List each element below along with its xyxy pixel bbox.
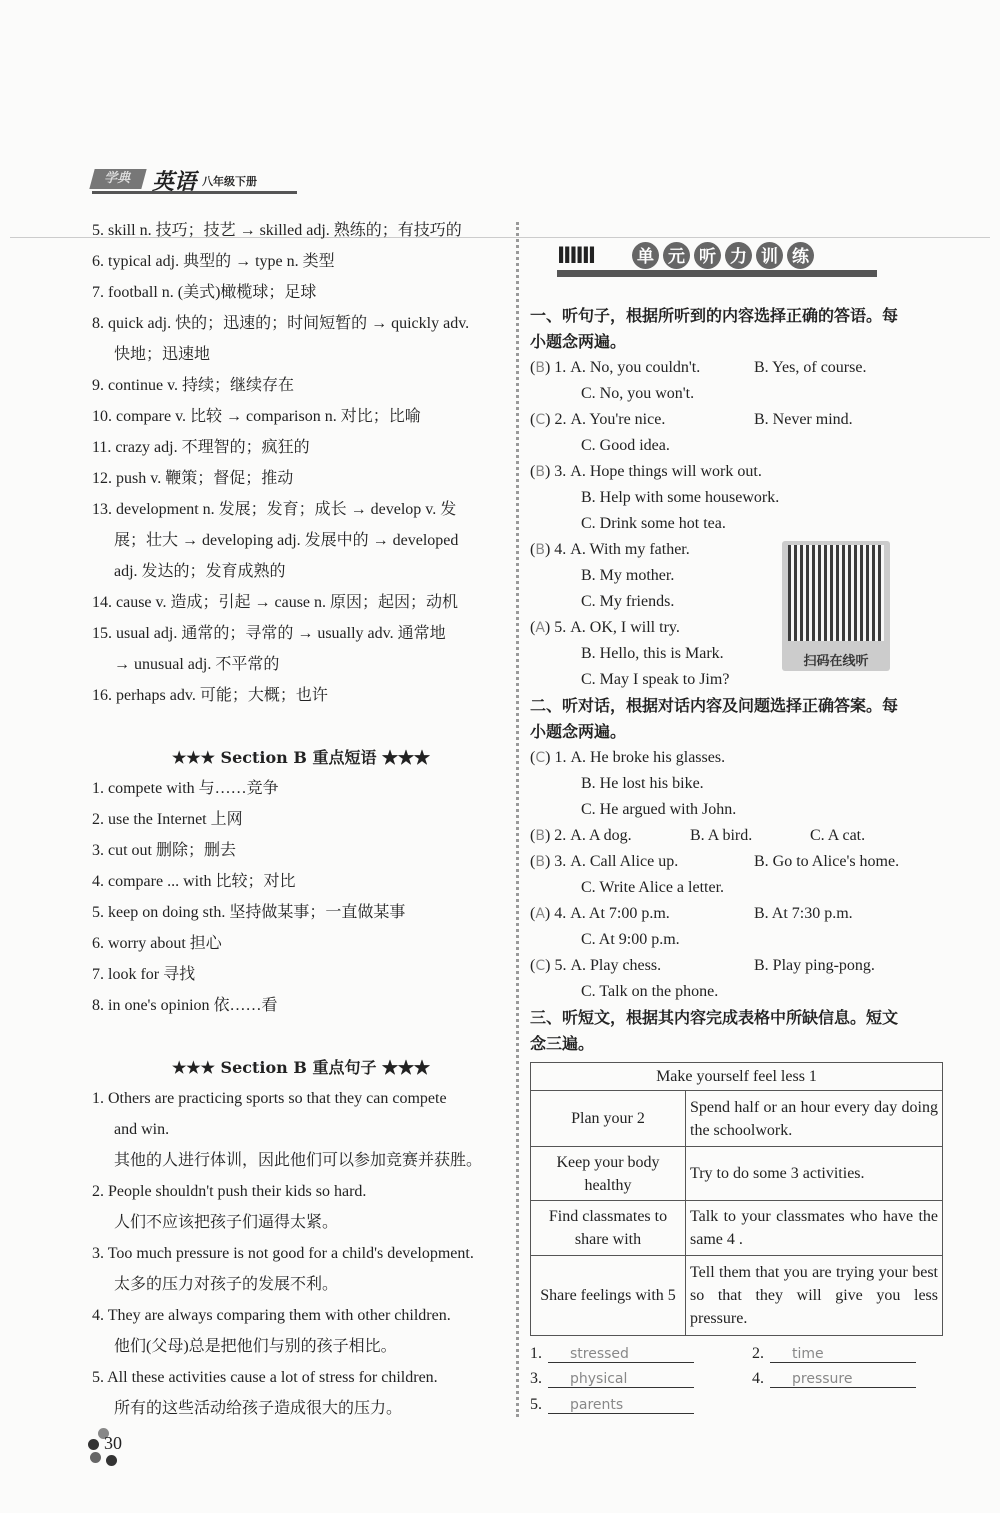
table-cell: Talk to your classmates who have the same 4 . — [686, 1201, 943, 1256]
table-header: Make yourself feel less 1 — [531, 1063, 943, 1091]
phrase-item: 5. keep on doing sth. 坚持做某事；一直做某事 — [92, 904, 406, 921]
vocab-item: 8. quick adj. 快的；迅速的；时间短暂的 → quickly adv. — [92, 315, 470, 332]
book-header — [92, 167, 297, 194]
unit-listening-banner — [557, 240, 877, 280]
vocab-item: 12. push v. 鞭策；督促；推动 — [92, 470, 294, 487]
sentences-heading: ★★★ Section B 重点句子 ★★★ — [171, 1058, 431, 1077]
qr-code[interactable] — [782, 541, 890, 671]
sentence-item: 4. They are always comparing them with other children. — [92, 1307, 451, 1324]
section1-heading-cont: 小题念两遍。 — [530, 332, 627, 351]
option-a: A. You're nice. — [570, 411, 666, 428]
question-number: 3. — [554, 463, 567, 480]
option-b: B. He lost his bike. — [581, 775, 704, 792]
option-c: C. At 9:00 p.m. — [581, 931, 680, 948]
option-b: B. Go to Alice's home. — [754, 853, 900, 870]
answer-blank — [752, 1345, 916, 1363]
table-cell: Keep your body healthy — [531, 1147, 686, 1201]
answer-letter: C — [535, 412, 546, 428]
option-c: C. No, you won't. — [581, 385, 695, 402]
answer-letter: B — [535, 828, 545, 844]
banner-char: 训 — [756, 242, 783, 269]
option-c: C. A cat. — [810, 827, 866, 844]
banner-char: 听 — [694, 242, 721, 269]
option-a: A. Play chess. — [570, 957, 662, 974]
phrase-item: 2. use the Internet 上网 — [92, 811, 243, 828]
table-cell: Try to do some 3 activities. — [686, 1147, 943, 1201]
table-cell: Find classmates to share with — [531, 1201, 686, 1256]
option-c: C. Good idea. — [581, 437, 670, 454]
option-c: C. He argued with John. — [581, 801, 737, 818]
answer-blank — [752, 1370, 916, 1388]
answer-value: time — [770, 1346, 916, 1363]
banner-char: 元 — [663, 242, 690, 269]
option-a: A. OK, I will try. — [570, 619, 680, 636]
option-c: C. Talk on the phone. — [581, 983, 719, 1000]
option-a: A. With my father. — [570, 541, 690, 558]
publisher-logo: 学典 — [89, 169, 146, 189]
qr-code-icon — [788, 545, 884, 641]
option-c: C. Drink some hot tea. — [581, 515, 726, 532]
vocab-item: 快地；迅速地 — [114, 346, 211, 363]
answer-number: 5. — [530, 1396, 542, 1413]
answer-letter: A — [535, 906, 545, 922]
option-b: B. My mother. — [581, 567, 675, 584]
sentence-item: 太多的压力对孩子的发展不利。 — [114, 1276, 339, 1293]
question-item: (A) 5. A. OK, I will try. — [530, 615, 945, 641]
answer-blank — [530, 1370, 694, 1388]
question-number: 4. — [554, 541, 567, 558]
answer-value: physical — [548, 1371, 694, 1388]
vocab-item: 6. typical adj. 典型的 → type n. 类型 — [92, 253, 335, 270]
table-cell: Plan your 2 — [531, 1091, 686, 1147]
option-a: A. At 7:00 p.m. — [570, 905, 670, 922]
sentence-item: 其他的人进行体训，因此他们可以参加竞赛并获胜。 — [114, 1152, 483, 1169]
option-b: B. At 7:30 p.m. — [754, 905, 853, 922]
section3-heading-cont: 念三遍。 — [530, 1034, 595, 1053]
option-a: A. No, you couldn't. — [570, 359, 701, 376]
table-cell: Spend half or an hour every day doing the schoolwork. — [686, 1091, 943, 1147]
answer-value: pressure — [770, 1371, 916, 1388]
question-number: 1. — [554, 359, 567, 376]
banner-char: 力 — [725, 242, 752, 269]
vocab-item: 16. perhaps adv. 可能；大概；也许 — [92, 687, 328, 704]
page-number: 30 — [104, 1433, 122, 1453]
section3-heading: 三、听短文，根据其内容完成表格中所缺信息。短文 — [530, 1008, 899, 1027]
sentence-item: 3. Too much pressure is not good for a child's development. — [92, 1245, 474, 1262]
answer-letter: A — [535, 620, 545, 636]
vocab-item: 9. continue v. 持续；继续存在 — [92, 377, 295, 394]
question-item: (C) 5. A. Play chess. B. Play ping-pong. — [530, 953, 945, 979]
option-c: C. My friends. — [581, 593, 675, 610]
vocab-item: 展；壮大 → developing adj. 发展中的 → developed — [114, 532, 459, 549]
question-number: 2. — [554, 827, 567, 844]
answer-letter: B — [535, 360, 545, 376]
section2-questions — [530, 745, 945, 1005]
sentence-item: 他们(父母)总是把他们与别的孩子相比。 — [114, 1338, 397, 1355]
vocab-item: 10. compare v. 比较 → comparison n. 对比；比喻 — [92, 408, 421, 425]
phrase-item: 7. look for 寻找 — [92, 966, 196, 983]
sentence-item: 所有的这些活动给孩子造成很大的压力。 — [114, 1400, 403, 1417]
vocab-item: 11. crazy adj. 不理智的；疯狂的 — [92, 439, 310, 456]
question-item: (B) 2. A. A dog. B. A bird. C. A cat. — [530, 823, 945, 849]
vocab-list — [92, 215, 510, 711]
banner-bars-icon: IIIIII — [557, 244, 595, 269]
grade-label: 八年级下册 — [202, 175, 257, 188]
option-b: B. Play ping-pong. — [754, 957, 875, 974]
answer-letter: B — [535, 464, 545, 480]
question-number: 1. — [554, 749, 567, 766]
table-cell: Tell them that you are trying your best so that they will give you less pressure. — [686, 1256, 943, 1336]
option-b: B. Never mind. — [754, 411, 853, 428]
phrase-item: 4. compare ... with 比较；对比 — [92, 873, 296, 890]
sentences-list — [92, 1083, 510, 1424]
phrase-item: 6. worry about 担心 — [92, 935, 222, 952]
question-item: (B) 4. A. With my father. — [530, 537, 945, 563]
subject-title: 英语 — [152, 169, 197, 195]
answer-letter: C — [535, 958, 546, 974]
answer-value: parents — [548, 1397, 694, 1414]
section2-heading-cont: 小题念两遍。 — [530, 722, 627, 741]
answer-letter: B — [535, 854, 545, 870]
info-table — [530, 1062, 943, 1336]
question-item: (A) 4. A. At 7:00 p.m. B. At 7:30 p.m. — [530, 901, 945, 927]
vocab-item: 15. usual adj. 通常的；寻常的 → usually adv. 通常地 — [92, 625, 446, 642]
qr-label: 扫码在线听 — [803, 654, 869, 669]
question-item: (C) 2. A. You're nice. B. Never mind. — [530, 407, 945, 433]
column-divider — [516, 222, 519, 1417]
answer-number: 4. — [752, 1370, 764, 1387]
sentence-item: 1. Others are practicing sports so that they can compete — [92, 1090, 447, 1107]
section1-heading: 一、听句子，根据所听到的内容选择正确的答语。每 — [530, 306, 899, 325]
banner-base — [557, 270, 877, 277]
table-cell: Share feelings with 5 — [531, 1256, 686, 1336]
banner-char: 练 — [787, 242, 814, 269]
vocab-item: 5. skill n. 技巧；技艺 → skilled adj. 熟练的；有技巧的 — [92, 222, 462, 239]
answer-number: 3. — [530, 1370, 542, 1387]
phrase-item: 8. in one's opinion 依……看 — [92, 997, 278, 1014]
option-b: B. Hello, this is Mark. — [581, 645, 724, 662]
answer-letter: C — [535, 750, 546, 766]
sentence-item: 5. All these activities cause a lot of stress for children. — [92, 1369, 438, 1386]
vocab-item: 14. cause v. 造成；引起 → cause n. 原因；起因；动机 — [92, 594, 459, 611]
answer-value: stressed — [548, 1346, 694, 1363]
question-number: 2. — [554, 411, 567, 428]
option-a: A. Hope things will work out. — [570, 463, 762, 480]
banner-title — [632, 242, 818, 269]
question-item: (B) 3. A. Call Alice up. B. Go to Alice's home. — [530, 849, 945, 875]
answer-number: 1. — [530, 1345, 542, 1362]
question-number: 3. — [554, 853, 567, 870]
answer-letter: B — [535, 542, 545, 558]
question-item: (B) 1. A. No, you couldn't. B. Yes, of course. — [530, 355, 945, 381]
phrase-item: 3. cut out 删除；删去 — [92, 842, 236, 859]
option-c: C. Write Alice a letter. — [581, 879, 725, 896]
question-number: 5. — [554, 619, 567, 636]
question-item: (C) 1. A. He broke his glasses. — [530, 745, 945, 771]
option-b: B. Help with some housework. — [581, 489, 780, 506]
option-a: A. A dog. — [570, 827, 632, 844]
option-b: B. Yes, of course. — [754, 359, 867, 376]
option-c: C. May I speak to Jim? — [581, 671, 730, 688]
phrases-heading: ★★★ Section B 重点短语 ★★★ — [171, 748, 431, 767]
sentence-item: and win. — [114, 1121, 170, 1138]
answer-number: 2. — [752, 1345, 764, 1362]
vocab-item: adj. 发达的；发育成熟的 — [114, 563, 286, 580]
option-a: A. Call Alice up. — [570, 853, 679, 870]
question-number: 4. — [554, 905, 567, 922]
sentence-item: 人们不应该把孩子们逼得太紧。 — [114, 1214, 339, 1231]
vocab-item: 13. development n. 发展；发育；成长 → develop v. 发 — [92, 501, 457, 518]
vocab-item: → unusual adj. 不平常的 — [114, 656, 280, 673]
vocab-item: 7. football n. (美式)橄榄球；足球 — [92, 284, 317, 301]
left-column — [92, 215, 510, 1424]
option-b: B. A bird. — [690, 827, 753, 844]
question-number: 5. — [554, 957, 567, 974]
option-a: A. He broke his glasses. — [570, 749, 726, 766]
phrase-item: 1. compete with 与……竞争 — [92, 780, 279, 797]
right-column — [530, 303, 945, 1057]
sentence-item: 2. People shouldn't push their kids so hard. — [92, 1183, 367, 1200]
answer-blank — [530, 1345, 694, 1363]
phrases-list — [92, 773, 510, 1021]
banner-char: 单 — [632, 242, 659, 269]
question-item: (B) 3. A. Hope things will work out. — [530, 459, 945, 485]
answer-blank — [530, 1396, 694, 1414]
section2-heading: 二、听对话，根据对话内容及问题选择正确答案。每 — [530, 696, 899, 715]
